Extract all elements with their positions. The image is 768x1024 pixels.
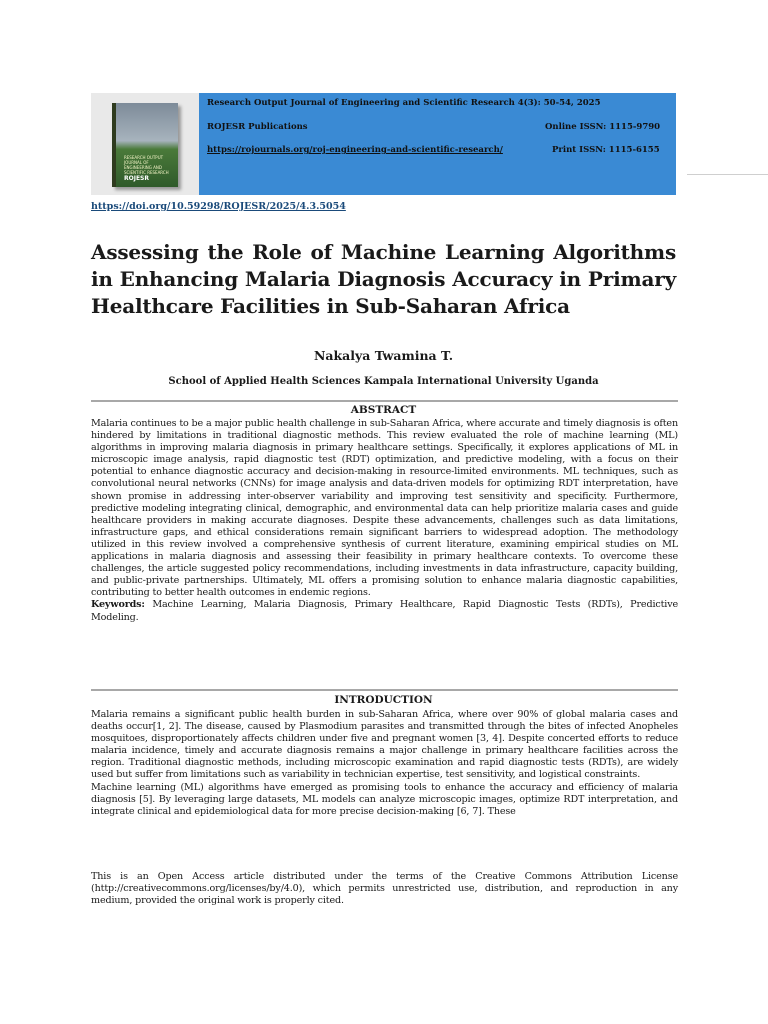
author-affiliation: School of Applied Health Sciences Kampala International University Uganda xyxy=(168,376,599,387)
license-notice: This is an Open Access article distributed under the terms of the Creative Commons Attribution License (http://creativecommons.org/licenses/by/4.0), which permits unrestricted use, distribution, and reproduction in any medium, provided the original work is properly cited. xyxy=(91,871,678,907)
intro-top-rule xyxy=(91,689,678,691)
cover-title: RESEARCH OUTPUT JOURNAL OF ENGINEERING AND SCIENTIFIC RESEARCH xyxy=(124,155,169,175)
journal-citation: Research Output Journal of Engineering and Scientific Research 4(3): 50-54, 2025 xyxy=(207,98,601,108)
article-title: Assessing the Role of Machine Learning Algorithms in Enhancing Malaria Diagnosis Accuracy in Primary Healthcare Facilities in Sub-Saharan Africa xyxy=(91,240,676,318)
journal-header xyxy=(91,93,676,195)
journal-url-link[interactable]: https://rojournals.org/roj-engineering-and-scientific-research/ xyxy=(207,145,503,155)
doi-link[interactable]: https://doi.org/10.59298/ROJESR/2025/4.3.5054 xyxy=(91,201,346,212)
abstract-top-rule xyxy=(91,400,678,402)
cover-logo: ROJESR xyxy=(124,175,149,182)
abstract-text: Malaria continues to be a major public health challenge in sub-Saharan Africa, where accurate and timely diagnosis is often hindered by limitations in traditional diagnostic methods. This review evaluated the role of machine learning (ML) algorithms in improving malaria diagnosis in primary healthcare settings. Specifically, it explores applications of ML in microscopic image analysis, rapid diagnostic test (RDT) optimization, and predictive modeling, with a focus on their potential to enhance diagnostic accuracy and decision-making in resource-limited environments. ML techniques, such as convolutional neural networks (CNNs) for image analysis and data-driven models for optimizing RDT interpretation, have shown promise in addressing inter-observer variability and improving test sensitivity and specificity. Furthermore, predictive modeling integrating clinical, demographic, and environmental data can help prioritize malaria cases and guide healthcare providers in making accurate diagnoses. Despite these advancements, challenges such as data limitations, infrastructure gaps, and ethical considerations remain significant barriers to widespread adoption. The methodology utilized in this review involved a comprehensive synthesis of current literature, examining empirical studies on ML applications in malaria diagnosis and assessing their feasibility in primary healthcare contexts. To overcome these challenges, the article suggested policy recommendations, including investments in data infrastructure, capacity building, and public-private partnerships. Ultimately, ML offers a promising solution to enhance malaria diagnostic capabilities, contributing to better health outcomes in endemic regions. xyxy=(91,418,678,599)
online-issn: Online ISSN: 1115-9790 xyxy=(545,122,661,132)
keywords-line xyxy=(91,599,678,623)
print-issn: Print ISSN: 1115-6155 xyxy=(552,145,660,155)
journal-book-icon xyxy=(112,103,178,187)
intro-paragraph-1: Malaria remains a significant public health burden in sub-Saharan Africa, where over 90% of global malaria cases and deaths occur[1, 2]. The disease, caused by Plasmodium parasites and transmitted through the bites of infected Anopheles mosquitoes, disproportionately affects children under five and pregnant women [3, 4]. Despite concerted efforts to reduce malaria incidence, timely and accurate diagnosis remains a major challenge in primary healthcare facilities across the region. Traditional diagnostic methods, including microscopic examination and rapid diagnostic tests (RDTs), are widely used but suffer from limitations such as variability in technician expertise, test sensitivity, and logistical constraints. xyxy=(91,709,678,781)
keywords-label: Keywords: xyxy=(91,599,145,611)
divider xyxy=(687,174,768,175)
abstract-heading: ABSTRACT xyxy=(350,404,417,416)
journal-cover-image xyxy=(91,93,199,195)
intro-paragraph-2: Machine learning (ML) algorithms have emerged as promising tools to enhance the accuracy and efficiency of malaria diagnosis [5]. By leveraging large datasets, ML models can analyze microscopic images, optimize RDT interpretation, and integrate clinical and epidemiological data for more precise decision-making [6, 7]. These xyxy=(91,781,678,817)
introduction-heading: INTRODUCTION xyxy=(334,694,433,706)
keywords-text: Machine Learning, Malaria Diagnosis, Primary Healthcare, Rapid Diagnostic Tests (RDTs), Predictive Modeling. xyxy=(91,599,679,623)
introduction-body xyxy=(91,709,678,818)
abstract-body xyxy=(91,418,678,624)
author-name: Nakalya Twamina T. xyxy=(313,348,454,363)
publisher-name: ROJESR Publications xyxy=(207,122,308,132)
